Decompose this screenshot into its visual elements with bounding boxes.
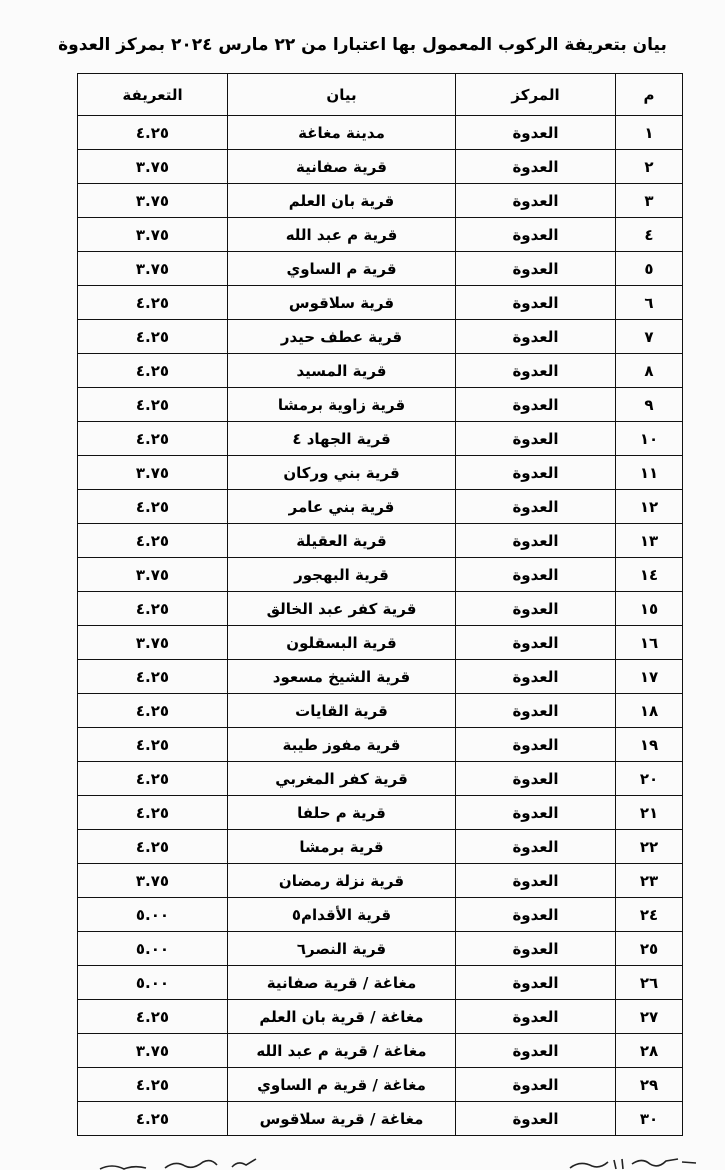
row-number: ٤	[616, 218, 683, 252]
table-row	[78, 1000, 683, 1034]
row-center: العدوة	[456, 116, 616, 150]
row-number: ٩	[616, 388, 683, 422]
row-number: ٢١	[616, 796, 683, 830]
row-description: قرية م عبد الله	[228, 218, 456, 252]
row-fare: ٣.٧٥	[78, 558, 228, 592]
row-fare: ٥.٠٠	[78, 898, 228, 932]
table-row	[78, 762, 683, 796]
row-fare: ٣.٧٥	[78, 864, 228, 898]
row-fare: ٤.٢٥	[78, 728, 228, 762]
table-row	[78, 558, 683, 592]
table-row	[78, 1034, 683, 1068]
row-center: العدوة	[456, 456, 616, 490]
table-row	[78, 490, 683, 524]
row-description: مغاغة / قرية صفانية	[228, 966, 456, 1000]
row-number: ٢٩	[616, 1068, 683, 1102]
row-number: ٢	[616, 150, 683, 184]
row-center: العدوة	[456, 762, 616, 796]
row-number: ٢٤	[616, 898, 683, 932]
row-fare: ٤.٢٥	[78, 762, 228, 796]
row-description: مغاغة / قرية م عبد الله	[228, 1034, 456, 1068]
row-center: العدوة	[456, 796, 616, 830]
row-number: ١٧	[616, 660, 683, 694]
row-center: العدوة	[456, 524, 616, 558]
row-description: قرية نزلة رمضان	[228, 864, 456, 898]
row-center: العدوة	[456, 558, 616, 592]
row-number: ١٢	[616, 490, 683, 524]
row-center: العدوة	[456, 626, 616, 660]
row-center: العدوة	[456, 932, 616, 966]
row-number: ٥	[616, 252, 683, 286]
table-row	[78, 728, 683, 762]
row-number: ٣	[616, 184, 683, 218]
row-center: العدوة	[456, 252, 616, 286]
row-fare: ٤.٢٥	[78, 116, 228, 150]
row-center: العدوة	[456, 286, 616, 320]
row-number: ١٠	[616, 422, 683, 456]
table-row	[78, 524, 683, 558]
row-number: ٦	[616, 286, 683, 320]
row-number: ١٥	[616, 592, 683, 626]
table-row	[78, 830, 683, 864]
table-row	[78, 150, 683, 184]
row-number: ١	[616, 116, 683, 150]
row-center: العدوة	[456, 184, 616, 218]
header-center: المركز	[456, 74, 616, 116]
table-row	[78, 116, 683, 150]
row-description: قرية بني عامر	[228, 490, 456, 524]
row-center: العدوة	[456, 898, 616, 932]
row-description: قرية مفوز طيبة	[228, 728, 456, 762]
row-center: العدوة	[456, 830, 616, 864]
table-row	[78, 456, 683, 490]
row-description: مغاغة / قرية م الساوي	[228, 1068, 456, 1102]
row-number: ٣٠	[616, 1102, 683, 1136]
row-number: ٨	[616, 354, 683, 388]
row-center: العدوة	[456, 1000, 616, 1034]
table-row	[78, 660, 683, 694]
row-number: ١٦	[616, 626, 683, 660]
row-description: قرية سلاقوس	[228, 286, 456, 320]
table-row	[78, 898, 683, 932]
row-fare: ٤.٢٥	[78, 1000, 228, 1034]
row-center: العدوة	[456, 864, 616, 898]
row-description: قرية الجهاد ٤	[228, 422, 456, 456]
row-fare: ٣.٧٥	[78, 1034, 228, 1068]
row-description: قرية العقيلة	[228, 524, 456, 558]
table-row	[78, 796, 683, 830]
row-fare: ٤.٢٥	[78, 388, 228, 422]
row-fare: ٤.٢٥	[78, 592, 228, 626]
header-description: بيان	[228, 74, 456, 116]
row-center: العدوة	[456, 490, 616, 524]
row-number: ٢٢	[616, 830, 683, 864]
handwritten-signature	[0, 1150, 725, 1170]
row-description: قرية القايات	[228, 694, 456, 728]
table-row	[78, 252, 683, 286]
row-number: ٢٦	[616, 966, 683, 1000]
row-fare: ٥.٠٠	[78, 932, 228, 966]
row-center: العدوة	[456, 388, 616, 422]
row-number: ٧	[616, 320, 683, 354]
row-number: ٢٣	[616, 864, 683, 898]
header-fare: التعريفة	[78, 74, 228, 116]
row-fare: ٣.٧٥	[78, 150, 228, 184]
row-center: العدوة	[456, 1034, 616, 1068]
row-description: قرية كفر المغربي	[228, 762, 456, 796]
row-number: ٢٧	[616, 1000, 683, 1034]
row-fare: ٤.٢٥	[78, 1068, 228, 1102]
row-fare: ٣.٧٥	[78, 218, 228, 252]
row-center: العدوة	[456, 694, 616, 728]
table-row	[78, 320, 683, 354]
row-description: قرية م الساوي	[228, 252, 456, 286]
row-fare: ٤.٢٥	[78, 524, 228, 558]
row-description: قرية زاوية برمشا	[228, 388, 456, 422]
row-description: قرية البسقلون	[228, 626, 456, 660]
row-fare: ٣.٧٥	[78, 456, 228, 490]
table-row	[78, 864, 683, 898]
row-number: ١٤	[616, 558, 683, 592]
table-row	[78, 932, 683, 966]
row-description: قرية الأقدام٥	[228, 898, 456, 932]
row-fare: ٤.٢٥	[78, 694, 228, 728]
row-description: قرية م حلفا	[228, 796, 456, 830]
row-description: مدينة مغاغة	[228, 116, 456, 150]
row-number: ٢٨	[616, 1034, 683, 1068]
row-number: ٢٠	[616, 762, 683, 796]
row-description: قرية بني وركان	[228, 456, 456, 490]
table-row	[78, 592, 683, 626]
row-fare: ٥.٠٠	[78, 966, 228, 1000]
row-fare: ٤.٢٥	[78, 660, 228, 694]
row-center: العدوة	[456, 150, 616, 184]
row-center: العدوة	[456, 592, 616, 626]
row-number: ١١	[616, 456, 683, 490]
table-header-row	[78, 74, 683, 116]
table-body	[78, 116, 683, 1136]
row-center: العدوة	[456, 1102, 616, 1136]
row-number: ١٨	[616, 694, 683, 728]
row-fare: ٤.٢٥	[78, 422, 228, 456]
row-description: قرية البهجور	[228, 558, 456, 592]
row-description: قرية بان العلم	[228, 184, 456, 218]
row-fare: ٤.٢٥	[78, 830, 228, 864]
fare-table	[77, 73, 683, 1136]
table-row	[78, 626, 683, 660]
row-fare: ٣.٧٥	[78, 626, 228, 660]
row-center: العدوة	[456, 728, 616, 762]
row-center: العدوة	[456, 218, 616, 252]
row-description: قرية برمشا	[228, 830, 456, 864]
row-center: العدوة	[456, 354, 616, 388]
table-row	[78, 694, 683, 728]
document-title: بيان بتعريفة الركوب المعمول بها اعتبارا من ٢٢ مارس ٢٠٢٤ بمركز العدوة	[58, 35, 667, 55]
row-fare: ٤.٢٥	[78, 796, 228, 830]
row-description: قرية الشيخ مسعود	[228, 660, 456, 694]
table-row	[78, 966, 683, 1000]
table-row	[78, 184, 683, 218]
table-row	[78, 218, 683, 252]
table-row	[78, 1068, 683, 1102]
table-row	[78, 1102, 683, 1136]
row-description: مغاغة / قرية سلاقوس	[228, 1102, 456, 1136]
row-fare: ٤.٢٥	[78, 320, 228, 354]
row-center: العدوة	[456, 422, 616, 456]
row-description: قرية النصر٦	[228, 932, 456, 966]
row-center: العدوة	[456, 660, 616, 694]
row-description: قرية المسيد	[228, 354, 456, 388]
row-number: ١٩	[616, 728, 683, 762]
row-fare: ٤.٢٥	[78, 354, 228, 388]
row-description: قرية عطف حيدر	[228, 320, 456, 354]
row-fare: ٤.٢٥	[78, 286, 228, 320]
row-fare: ٤.٢٥	[78, 490, 228, 524]
row-center: العدوة	[456, 966, 616, 1000]
table-row	[78, 286, 683, 320]
table-row	[78, 422, 683, 456]
row-description: مغاغة / قرية بان العلم	[228, 1000, 456, 1034]
row-center: العدوة	[456, 320, 616, 354]
row-description: قرية كفر عبد الخالق	[228, 592, 456, 626]
row-number: ١٣	[616, 524, 683, 558]
table-row	[78, 388, 683, 422]
row-fare: ٣.٧٥	[78, 252, 228, 286]
row-fare: ٤.٢٥	[78, 1102, 228, 1136]
row-center: العدوة	[456, 1068, 616, 1102]
header-number: م	[616, 74, 683, 116]
row-description: قرية صفانية	[228, 150, 456, 184]
row-number: ٢٥	[616, 932, 683, 966]
row-fare: ٣.٧٥	[78, 184, 228, 218]
table-row	[78, 354, 683, 388]
